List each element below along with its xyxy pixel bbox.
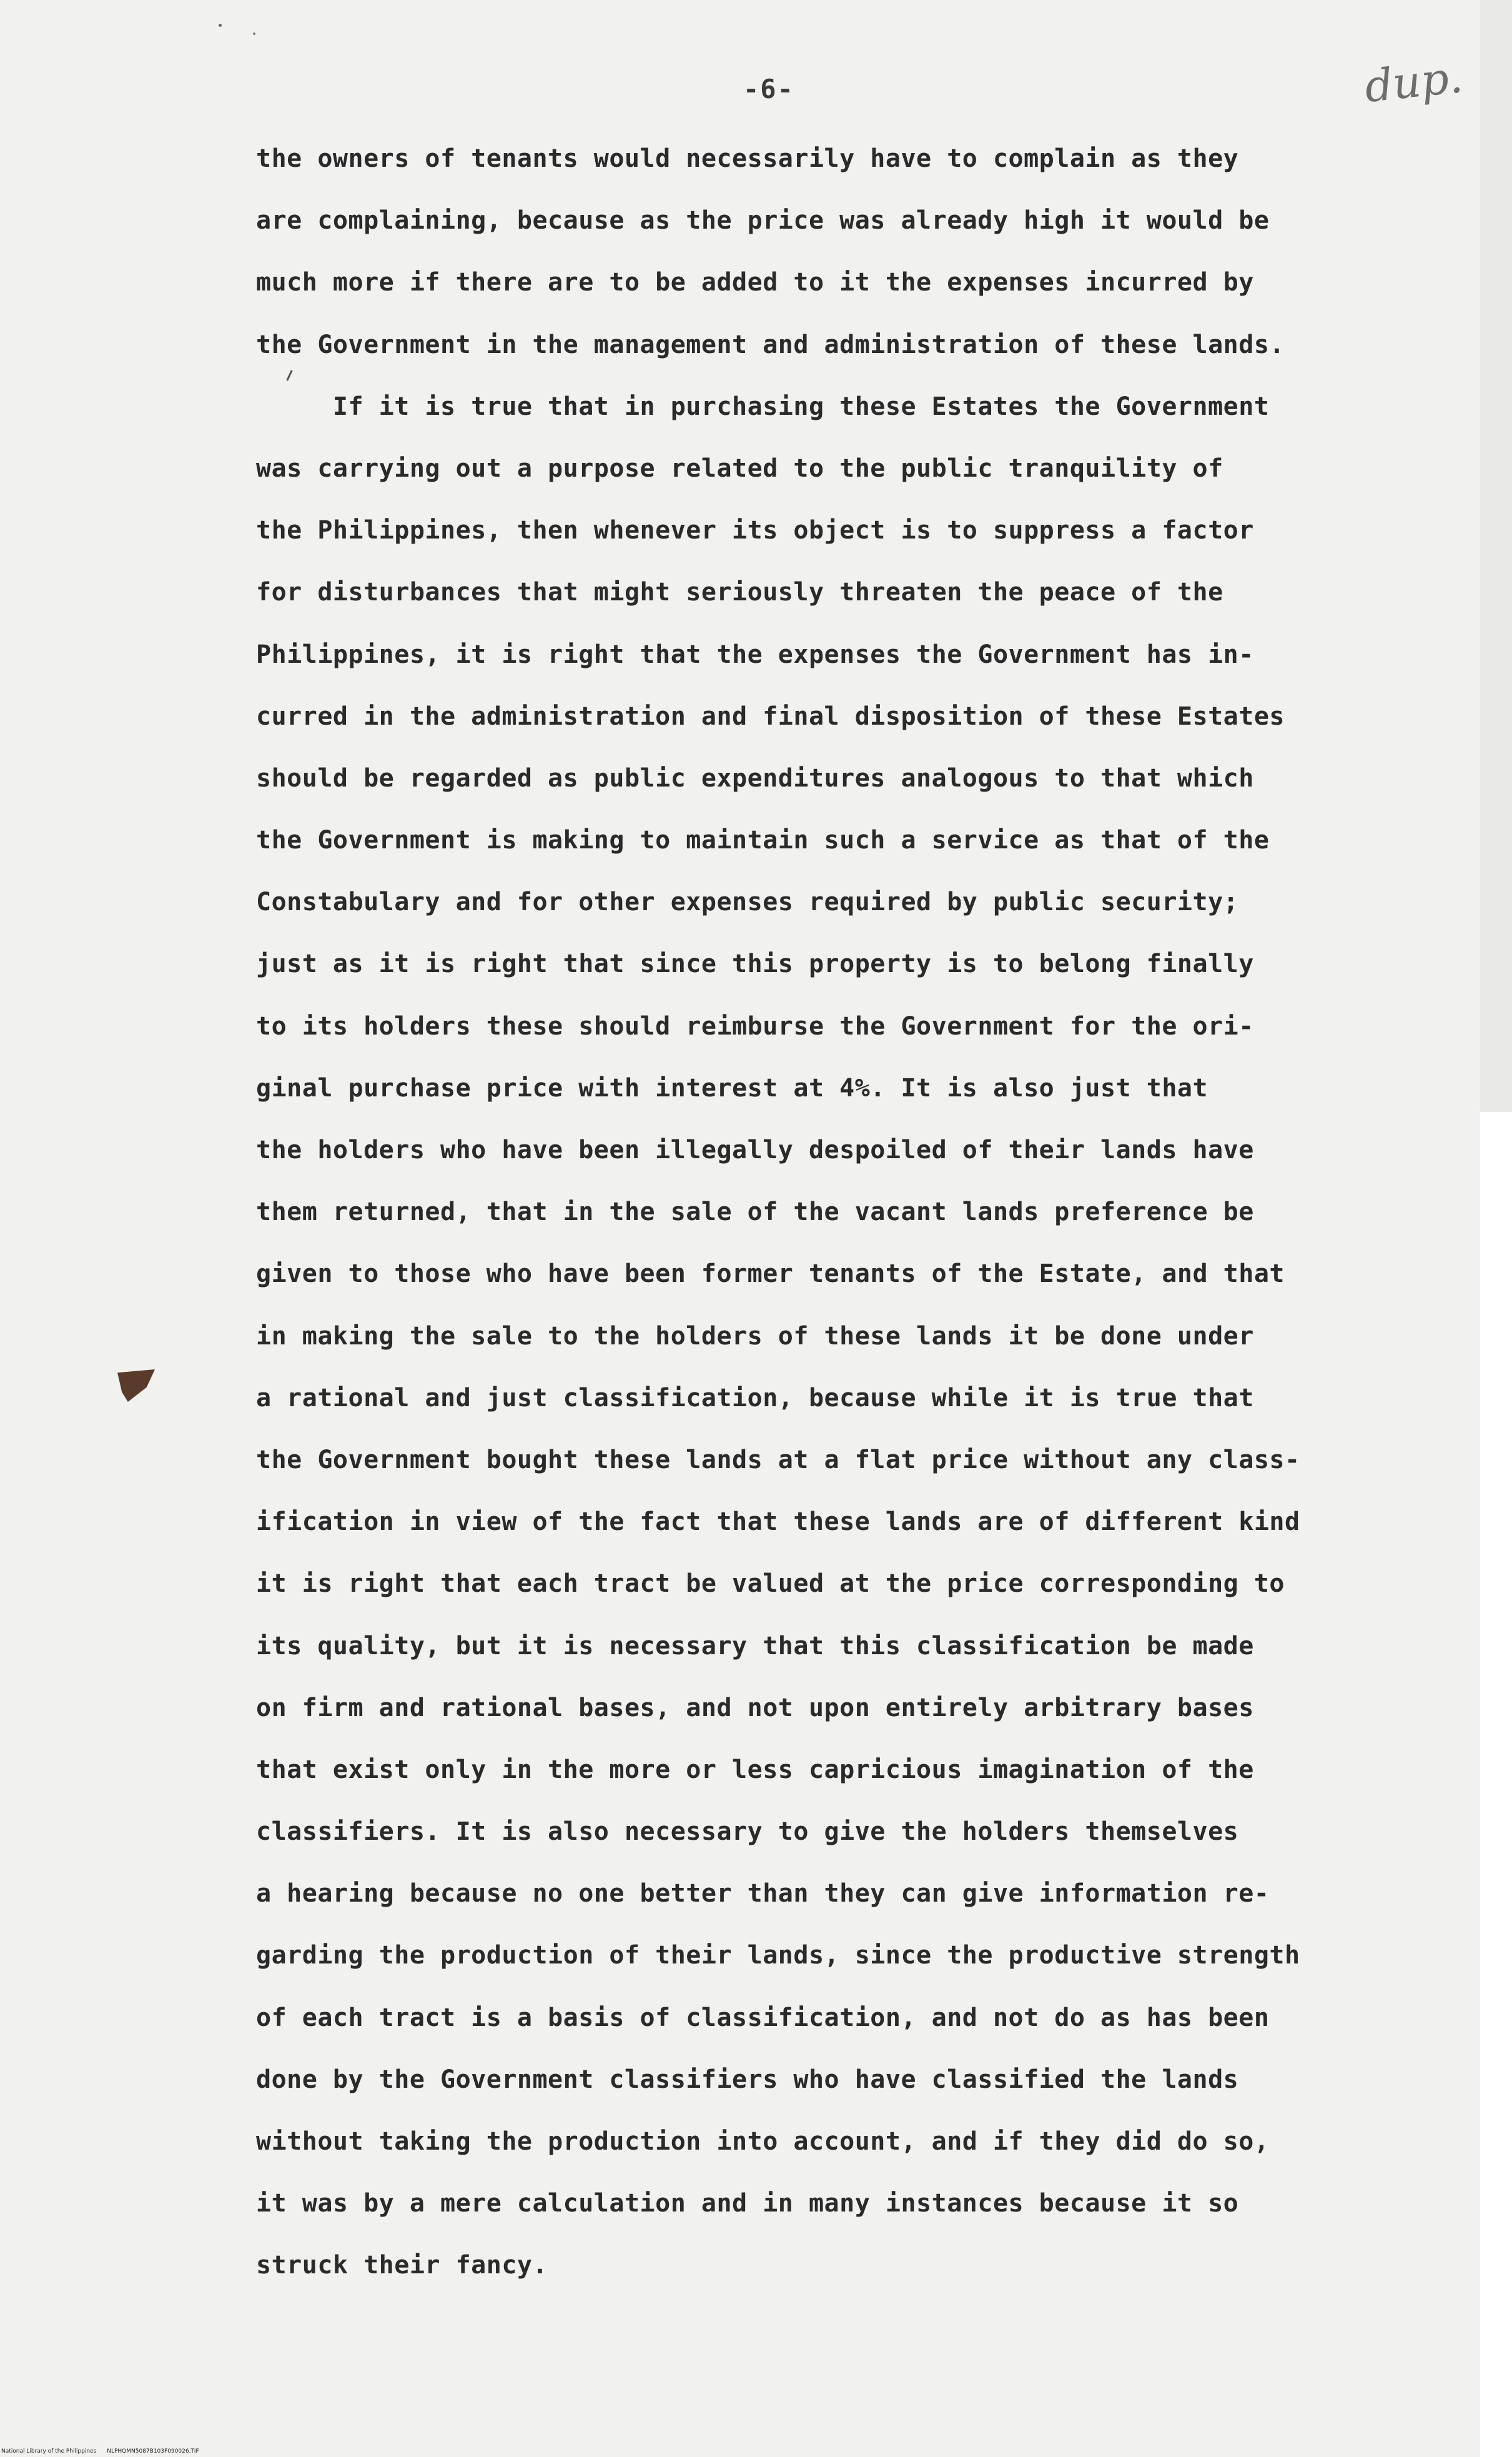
text-line: Constabulary and for other expenses required by public security;: [256, 888, 1239, 917]
text-line: If it is true that in purchasing these Estates the Government: [256, 392, 1270, 421]
text-line: classifiers. It is also necessary to give the holders themselves: [256, 1817, 1239, 1847]
text-line: garding the production of their lands, since the productive strength: [256, 1941, 1300, 1970]
text-line: the owners of tenants would necessarily have to complain as they: [256, 144, 1239, 173]
text-line: ification in view of the fact that these lands are of different kind: [256, 1507, 1300, 1537]
text-line: Philippines, it is right that the expenses the Government has in-: [256, 640, 1254, 669]
text-line: much more if there are to be added to it the expenses incurred by: [256, 268, 1254, 297]
scan-speck: [219, 24, 222, 27]
text-line: done by the Government classifiers who have classified the lands: [256, 2065, 1239, 2094]
scan-speck: [253, 32, 255, 35]
text-line: just as it is right that since this property is to belong finally: [256, 950, 1254, 979]
text-line: in making the sale to the holders of these lands it be done under: [256, 1321, 1254, 1351]
text-line: a rational and just classification, because while it is true that: [256, 1383, 1254, 1412]
text-line: given to those who have been former tenants of the Estate, and that: [256, 1259, 1285, 1289]
text-line: should be regarded as public expenditures analogous to that which: [256, 763, 1254, 793]
text-line: it was by a mere calculation and in many instances because it so: [256, 2189, 1239, 2218]
page-number: -6-: [743, 74, 794, 104]
scan-edge-strip: [1480, 1112, 1512, 2457]
text-line: the Government in the management and administration of these lands.: [256, 330, 1285, 359]
text-line: the Government is making to maintain such a service as that of the: [256, 826, 1270, 855]
typed-body-text: [256, 128, 1330, 2297]
text-line: without taking the production into account, and if they did do so,: [256, 2127, 1270, 2156]
footer-file-id: NLPHQMN5087B103F090026.TIF: [107, 2448, 199, 2455]
text-line: the holders who have been illegally despoiled of their lands have: [256, 1136, 1254, 1164]
text-line: them returned, that in the sale of the vacant lands preference be: [256, 1198, 1254, 1227]
handwritten-margin-note: dup.: [1362, 51, 1465, 112]
text-line: that exist only in the more or less capricious imagination of the: [256, 1755, 1254, 1784]
text-line: of each tract is a basis of classification, and not do as has been: [256, 2003, 1270, 2032]
text-line: it is right that each tract be valued at the price corresponding to: [256, 1569, 1285, 1599]
text-line: its quality, but it is necessary that this classification be made: [256, 1631, 1254, 1660]
ink-blot-mark: [117, 1369, 155, 1402]
text-line: ginal purchase price with interest at 4%. It is also just that: [256, 1073, 1208, 1103]
text-line: to its holders these should reimburse the Government for the ori-: [256, 1011, 1254, 1041]
text-line: on firm and rational bases, and not upon entirely arbitrary bases: [256, 1693, 1254, 1722]
text-line: a hearing because no one better than they can give information re-: [256, 1879, 1270, 1909]
text-line: are complaining, because as the price was already high it would be: [256, 206, 1270, 236]
text-line: curred in the administration and final disposition of these Estates: [256, 702, 1285, 731]
text-line: for disturbances that might seriously threaten the peace of the: [256, 578, 1223, 607]
scan-footer: [1, 2448, 208, 2455]
text-line: the Philippines, then whenever its object is to suppress a factor: [256, 516, 1254, 545]
text-line: was carrying out a purpose related to the public tranquility of: [256, 454, 1223, 483]
text-line: the Government bought these lands at a flat price without any class-: [256, 1445, 1300, 1474]
footer-library: National Library of the Philippines: [1, 2448, 97, 2455]
text-line: struck their fancy.: [256, 2251, 548, 2280]
